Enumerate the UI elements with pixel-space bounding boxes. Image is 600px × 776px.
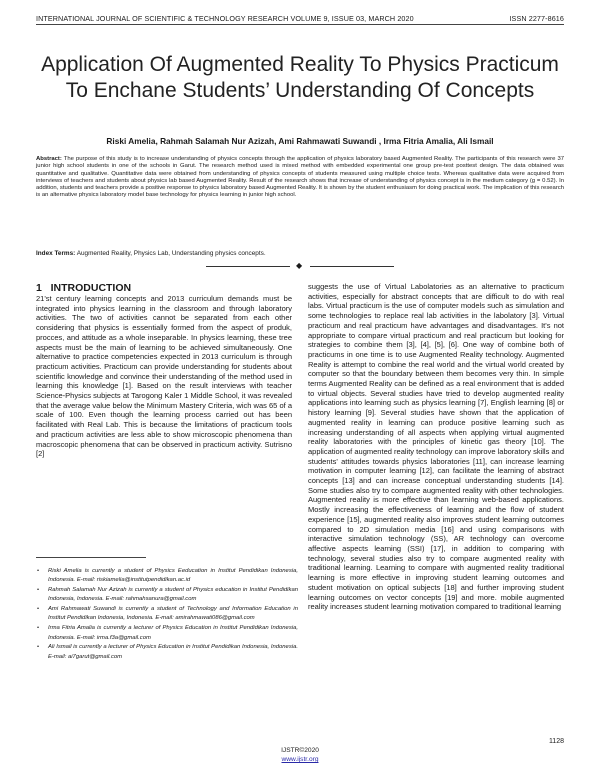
author-footnotes (36, 567, 298, 662)
journal-url-link[interactable]: www.ijstr.org (281, 756, 319, 763)
body-text-right-column: suggests the use of Virtual Labolatories as an alternative to practicum activities, especially for abstract concepts that are difficult to do with real labs. Virtual practicum is the use of computer models such as simulation and some technologies to replace real lab activities in the labolatory [3]. Virtual practicum and real practicum have advantages and disadvantages. It's not appropriate to compare virtual practicum and real practicum but looking for strategies to combine them [3], [4], [5], [6]. One way of combine both of practicums in one time is to use Augmented Reality technology. Augmented Reality is attempt to combine the real world and the virtual world created by computer so that the boundary between them becomes very thin. In simple terms Augmented Reality can be defined as a real environment that is added to virtual objects. Several studies have tried to develop augmented reality applications into learning such as physics learning [7], English learning [8] or history learning [9]. Several studies have shown that the application of augmented reality in learning can produce positive learning such as increasing understanding of all aspects when applying virtual augmented reality laboratories with the principles of kinetic gas theory [10]. The application of augmented reality technology can improve laboratory skills and students' attitudes towards physics laboratories [11], can increase learning motivation in computer learning [12], can facilitate the learning of abstract concepts [13] and can increase conceptual understanding students [14]. Some studies also try to compare augmented reality with other technologies. Augmented reality is more effective than learning web-based applications. Mostly increasing the effectiveness of learning and the flow of student experience [15], augmented reality also improves student learning outcomes compared to 2D simulation media [16] and using comparisons with interactive simulation technology (SS), AR technology can overcome affective aspects learning (SSI) [17], in addition to comparing with technology, several studies also try to compare augmented reality with traditional learning. Learning to compare with augmented reality traditional learning is more effective in improving student learning outcomes and student motivation on optical subjects [18] and further improving student learning outcomes on vector concepts [19] and more. mobile augmented reality increases student learning motivation compared to traditional learning (308, 282, 564, 612)
section-heading (36, 282, 131, 294)
paper-title: Application Of Augmented Reality To Physics Practicum To Enchane Students’ Understanding Of Concepts (41, 53, 559, 102)
separator-line-right (310, 266, 394, 267)
footnote-item: • Ami Rahmawati Suwandi is currently a student of Technology and Information Education in Institut Pendidikan Indonesia, Indonesia. E-mail: amirahmawati086@gmail.com (36, 605, 298, 624)
header-rule (36, 24, 564, 25)
footnote-rule (36, 557, 146, 558)
abstract (36, 156, 564, 200)
footnote-item: • Riski Amelia is currently a student of Physics Eeducation in Institut Pendidikan Indonesia, Indonesia. E-mail: riskiamelia@institutpendidikan.ac.id (36, 567, 298, 586)
section-title: INTRODUCTION (50, 282, 132, 294)
journal-header: INTERNATIONAL JOURNAL OF SCIENTIFIC & TECHNOLOGY RESEARCH VOLUME 9, ISSUE 03, MARCH 2020 (36, 14, 414, 23)
issn: ISSN 2277-8616 (509, 14, 564, 23)
body-text-left-column: 21'st century learning concepts and 2013 curriculum demands must be integrated into physics learning in the classroom and through laboratory activities. The two of activities cannot be separated from each other considering that physics is essentially formed from the aspect of produk, procces, and attitude as a whole inseparable. In physics learning, these tree aspects must be the main of learning to be achieved simultaneously. One alternative to practice competencies expected in 2013 curriculum is through practicum activities. Practicum can provide understanding for students about scientific knowledge and convince their understanding of the method used in learning this knowledge [1]. Based on the result interviews with teacher Science-Physics subjects at Tarogong Kaler 1 Middle School, it was revealed that the average value below the Minimum Mastery Criteria, wich was 65 of a scale of 100. Even though the learning process carried out has been facilitated with Real Lab. This is because the limitations of practicum tools and practicum activities are less able to show microscopic phenomena than macroscopic phenomena that can be observed in practicum activity. Sutrisno [2] (36, 294, 292, 459)
separator-line-left (206, 266, 290, 267)
page-number: 1128 (548, 738, 564, 745)
footnote-item: • Irma Fitria Amalia is currently a lecturer of Physics Education in Institut Pendidikan Indonesia, Indonesia. E-mail: irma.f3a@gmail.com (36, 624, 298, 643)
index-terms (36, 250, 564, 257)
footnote-item: • Rahmah Salamah Nur Azizah is currently a student of Physics education in Institut Pendidikan Indonesia, Indonesia. E-mail: rahmahsanura@gmail.com (36, 586, 298, 605)
abstract-text: The purpose of this study is to increase understanding of physics concepts through the application of physics laboratory based Augmented Reality. The participants of this research were 37 junior high school students in one of the schools in Garut. The research method used is mixed method with embedded experimental one group pre-test posttest design. The data obtained was quantitative and qualitative. Quantitative data were obtained from understanding of physics concepts of students measured using multiple choice tests. Whereas qualitative data were acquired from interviews of teachers and students about physics lab based Augmented Reality. Result of the research shows that increase of understanding of physics concept is in the medium category (g = 0.52). In addition, students and teachers provide a positive response to physics laboratory based Augmented Reality. It is shown by the student enthusiasm for doing practical work. The implication of this research is an alternative physics laboratory model base technology for physics learning in junior high school. (36, 156, 564, 199)
page-footer (0, 746, 600, 764)
abstract-label: Abstract: (36, 156, 62, 162)
running-header (36, 14, 564, 23)
index-terms-text: Augmented Reality, Physics Lab, Understanding physics concepts. (75, 250, 266, 257)
author-list: Riski Amelia, Rahmah Salamah Nur Azizah, Ami Rahmawati Suwandi , Irma Fitria Amalia, Ali Ismail (106, 136, 494, 146)
section-separator (206, 262, 394, 270)
diamond-icon: ◆ (296, 261, 303, 270)
footnote-item: • Ali Ismail is currently a lecturer of Physics Education in Institut Pendidikan Indonesia, Indonesia. E-mail: ai7garut@gmail.com (36, 643, 298, 662)
index-terms-label: Index Terms: (36, 250, 76, 257)
section-number: 1 (36, 282, 42, 294)
copyright: IJSTR©2020 (281, 747, 319, 754)
